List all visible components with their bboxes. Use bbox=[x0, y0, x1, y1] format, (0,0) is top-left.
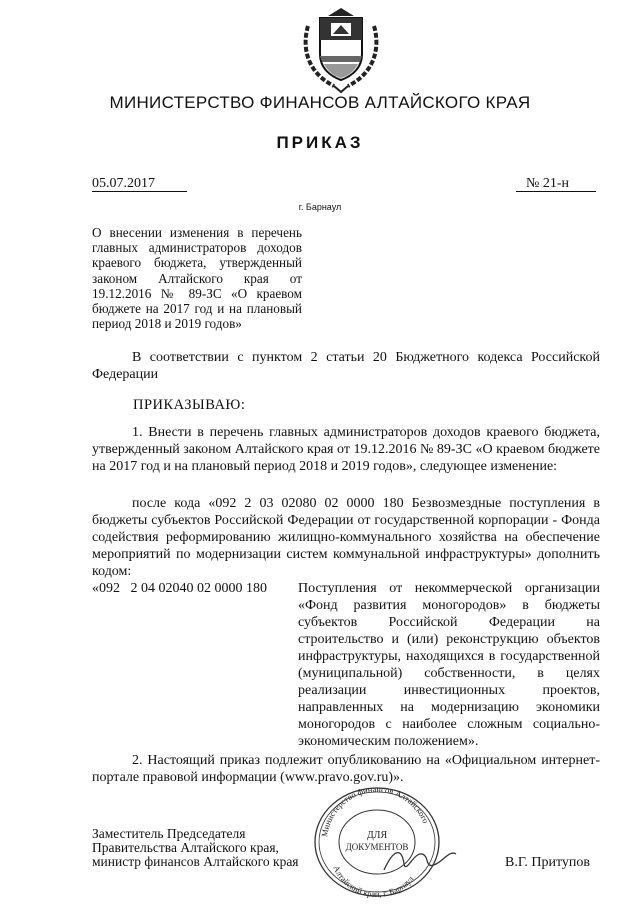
official-stamp bbox=[312, 784, 442, 899]
svg-text:Алтайский край, г. Барнаул bbox=[331, 864, 416, 899]
stamp-center-1: ДЛЯ bbox=[366, 830, 388, 841]
new-code-description: Поступления от некоммерческой организации «Фонд развития моногородов» в бюджеты субъектов Российской Федерации на строительство и (или) реконструкцию объектов инфраструктуры, находящихся в государственной (муниципальной) собственности, в целях реализации инвестиционных проектов, направленных на модернизацию экономики моногородов с наиболее сложным социально-экономическим положением». bbox=[298, 581, 600, 749]
signatory-line-3: министр финансов Алтайского края bbox=[92, 854, 299, 869]
number-underline bbox=[516, 191, 596, 192]
item-1-paragraph: 1. Внести в перечень главных администраторов доходов краевого бюджета, утвержденный законом Алтайского края от 19.12.2016 № 89-ЗС «О краевом бюджете на 2017 год и на плановый период 2018 и 2019 годов», следующее изменение: bbox=[92, 425, 600, 474]
date-underline bbox=[92, 191, 187, 192]
ministry-title: МИНИСТЕРСТВО ФИНАНСОВ АЛТАЙСКОГО КРАЯ bbox=[109, 93, 531, 112]
coat-of-arms-icon bbox=[298, 6, 384, 96]
stamp-ring-top: Министерство финансов Алтайского bbox=[319, 784, 431, 838]
item-1-detail: после кода «092 2 03 02080 02 0000 180 Безвозмездные поступления в бюджеты субъектов Российской Федерации от государственной корпорации - Фонда содействия реформированию жилищно-коммунального хозяйства на обеспечение мероприятий по модернизации систем коммунальной инфраструктуры» дополнить кодом: bbox=[92, 496, 600, 579]
basis-paragraph: В соответствии с пунктом 2 статьи 20 Бюджетного кодекса Российской Федерации bbox=[92, 350, 600, 382]
stamp-ring-bottom: Алтайский край, г. Барнаул bbox=[331, 863, 416, 899]
signatory-line-1: Заместитель Председателя bbox=[92, 826, 246, 841]
item-2-paragraph: 2. Настоящий приказ подлежит опубликованию на «Официальном интернет-портале правовой информации (www.pravo.gov.ru)». bbox=[92, 753, 600, 785]
document-subject: О внесении изменения в перечень главных администраторов доходов краевого бюджета, утвержденный законом Алтайского края от 19.12.2016 № 89-ЗС «О краевом бюджете на 2017 год и на плановый период 2018 и 2019 годов» bbox=[92, 225, 302, 332]
document-number: № 21-н bbox=[526, 176, 570, 191]
document-type: ПРИКАЗ bbox=[276, 133, 364, 152]
issue-city: г. Барнаул bbox=[298, 202, 342, 212]
order-word: ПРИКАЗЫВАЮ: bbox=[133, 397, 246, 413]
stamp-center-2: ДОКУМЕНТОВ bbox=[345, 842, 409, 852]
signatory-position bbox=[92, 827, 299, 869]
signatory-line-2: Правительства Алтайского края, bbox=[92, 840, 279, 855]
document-date: 05.07.2017 bbox=[92, 176, 155, 191]
new-budget-code: «092 2 04 02040 02 0000 180 bbox=[92, 581, 267, 596]
signatory-name: В.Г. Притупов bbox=[505, 855, 590, 870]
